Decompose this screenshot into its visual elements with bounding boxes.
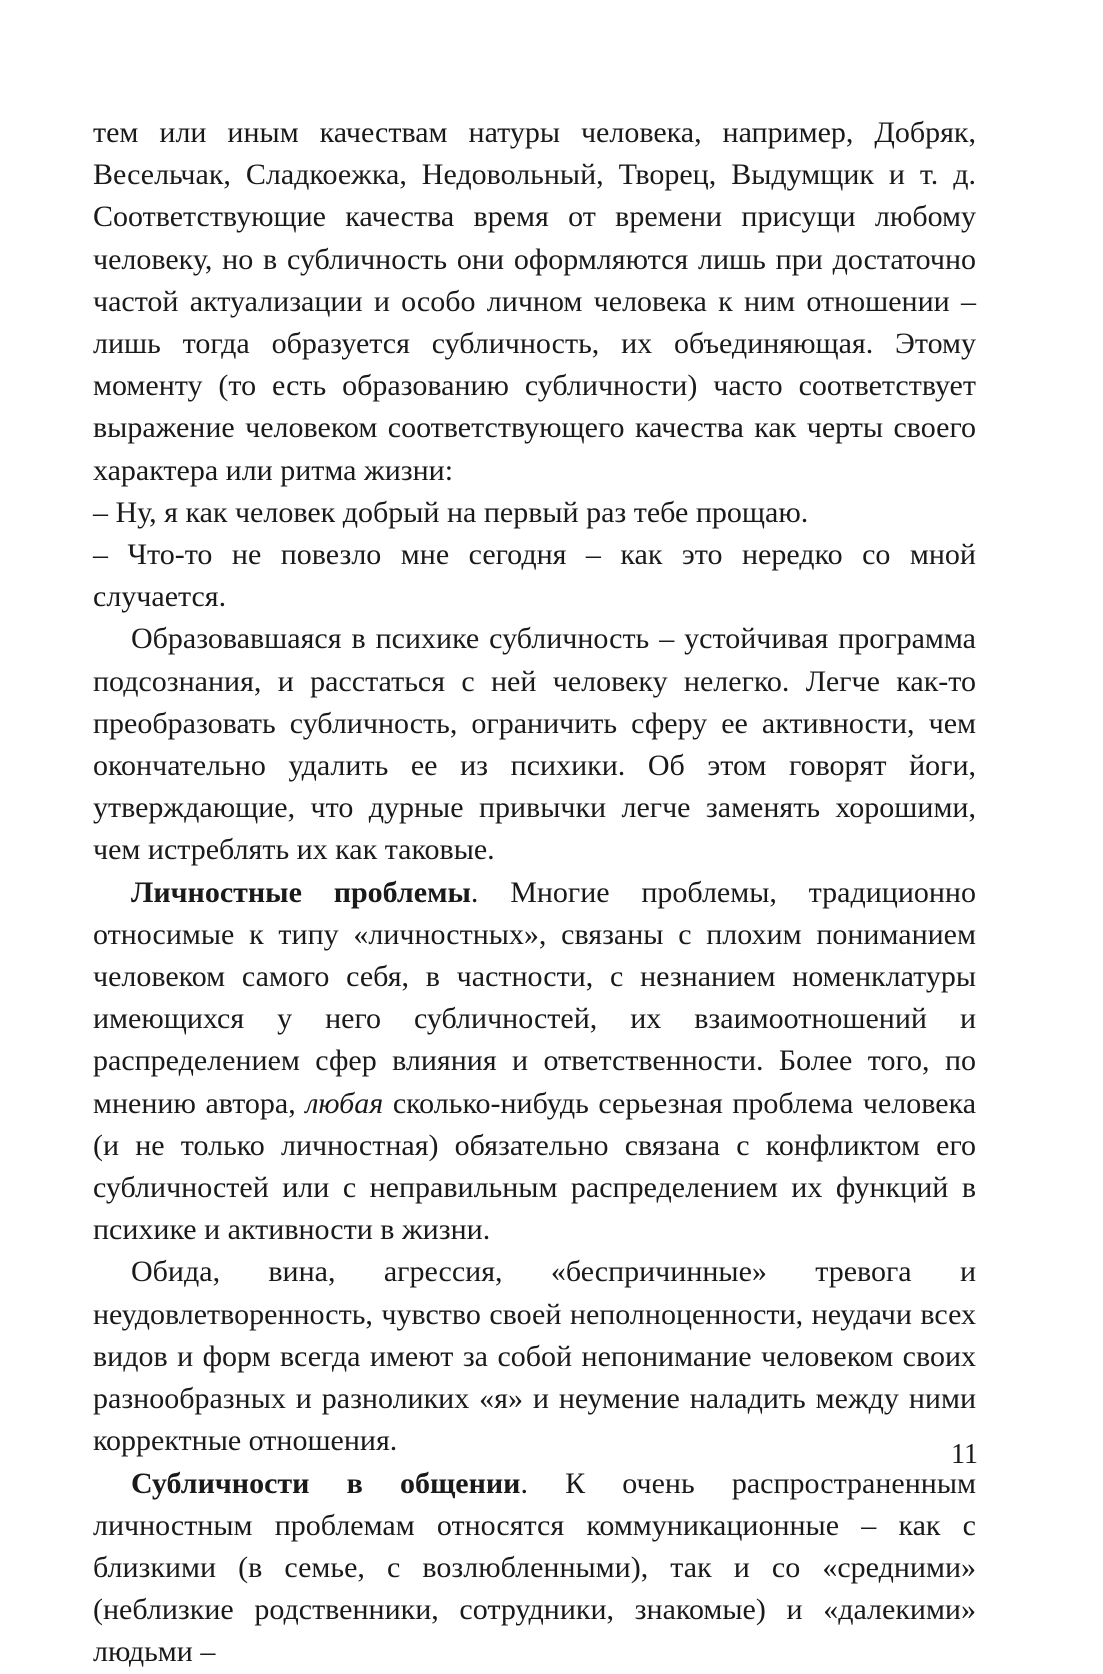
dialog-line-2: – Что-то не повезло мне сегодня – как это нередко со мной случается. xyxy=(93,538,976,614)
paragraph-personal-problems xyxy=(93,872,976,1252)
paragraph-resentment: Обида, вина, агрессия, «беспричинные» тревога и неудовлетворенность, чувство своей неполноценности, неудачи всех видов и форм всегда имеют за собой непонимание человеком своих разнообразных и разноликих «я» и неумение наладить между ними корректные отношения. xyxy=(93,1255,976,1458)
paragraph-subpersonality-program: Образовавшаяся в психике субличность – устойчивая программа подсознания, и расстаться с ней человеку нелегко. Легче как-то преобразовать субличность, ограничить сферу ее активности, чем окончательно удалить ее из психики. Об этом говорят йоги, утверждающие, что дурные привычки легче заменять хорошими, чем истреблять их как таковые. xyxy=(93,622,976,867)
paragraph-text: . К очень распространенным личностным проблемам относятся коммуникационные – как с близкими (в семье, с возлюбленными), так и со «средними» (неблизкие родственники, сотрудники, знакомые) и «далекими» людьми – xyxy=(93,1466,976,1669)
paragraph-continuation: тем или иным качествам натуры человека, например, Добряк, Весельчак, Сладкоежка, Недовольный, Творец, Выдумщик и т. д. Соответствующие качества время от времени присущи любому человеку, но в субличность они оформляются лишь при достаточно частой актуализации и особо личном человека к ним отношении – лишь тогда образуется субличность, их объединяющая. Этому моменту (то есть образованию субличности) часто соответствует выражение человеком соответствующего качества как черты своего характера или ритма жизни: xyxy=(93,116,976,487)
emphasis-word: любая xyxy=(305,1086,384,1120)
runin-heading-personal-problems: Личностные проблемы xyxy=(131,875,471,909)
paragraph-communication xyxy=(93,1463,976,1674)
runin-heading-communication: Субличности в общении xyxy=(131,1466,521,1500)
page-body xyxy=(93,112,976,1674)
dialog-line-1: – Ну, я как человек добрый на первый раз тебе прощаю. xyxy=(93,495,809,529)
paragraph-text: сколько-нибудь серьезная проблема человека (и не только личностная) обязательно связана с конфликтом его субличностей или с неправильным распределением их функций в психике и активности в жизни. xyxy=(93,1086,977,1247)
page-number: 11 xyxy=(951,1439,978,1470)
paragraph-text: . Многие проблемы, традиционно относимые к типу «личностных», связаны с плохим пониманием человеком самого себя, в частности, с незнанием номенклатуры имеющихся у него субличностей, их взаимоотношений и распределением сфер влияния и ответственности. Более того, по мнению автора, xyxy=(93,875,976,1120)
